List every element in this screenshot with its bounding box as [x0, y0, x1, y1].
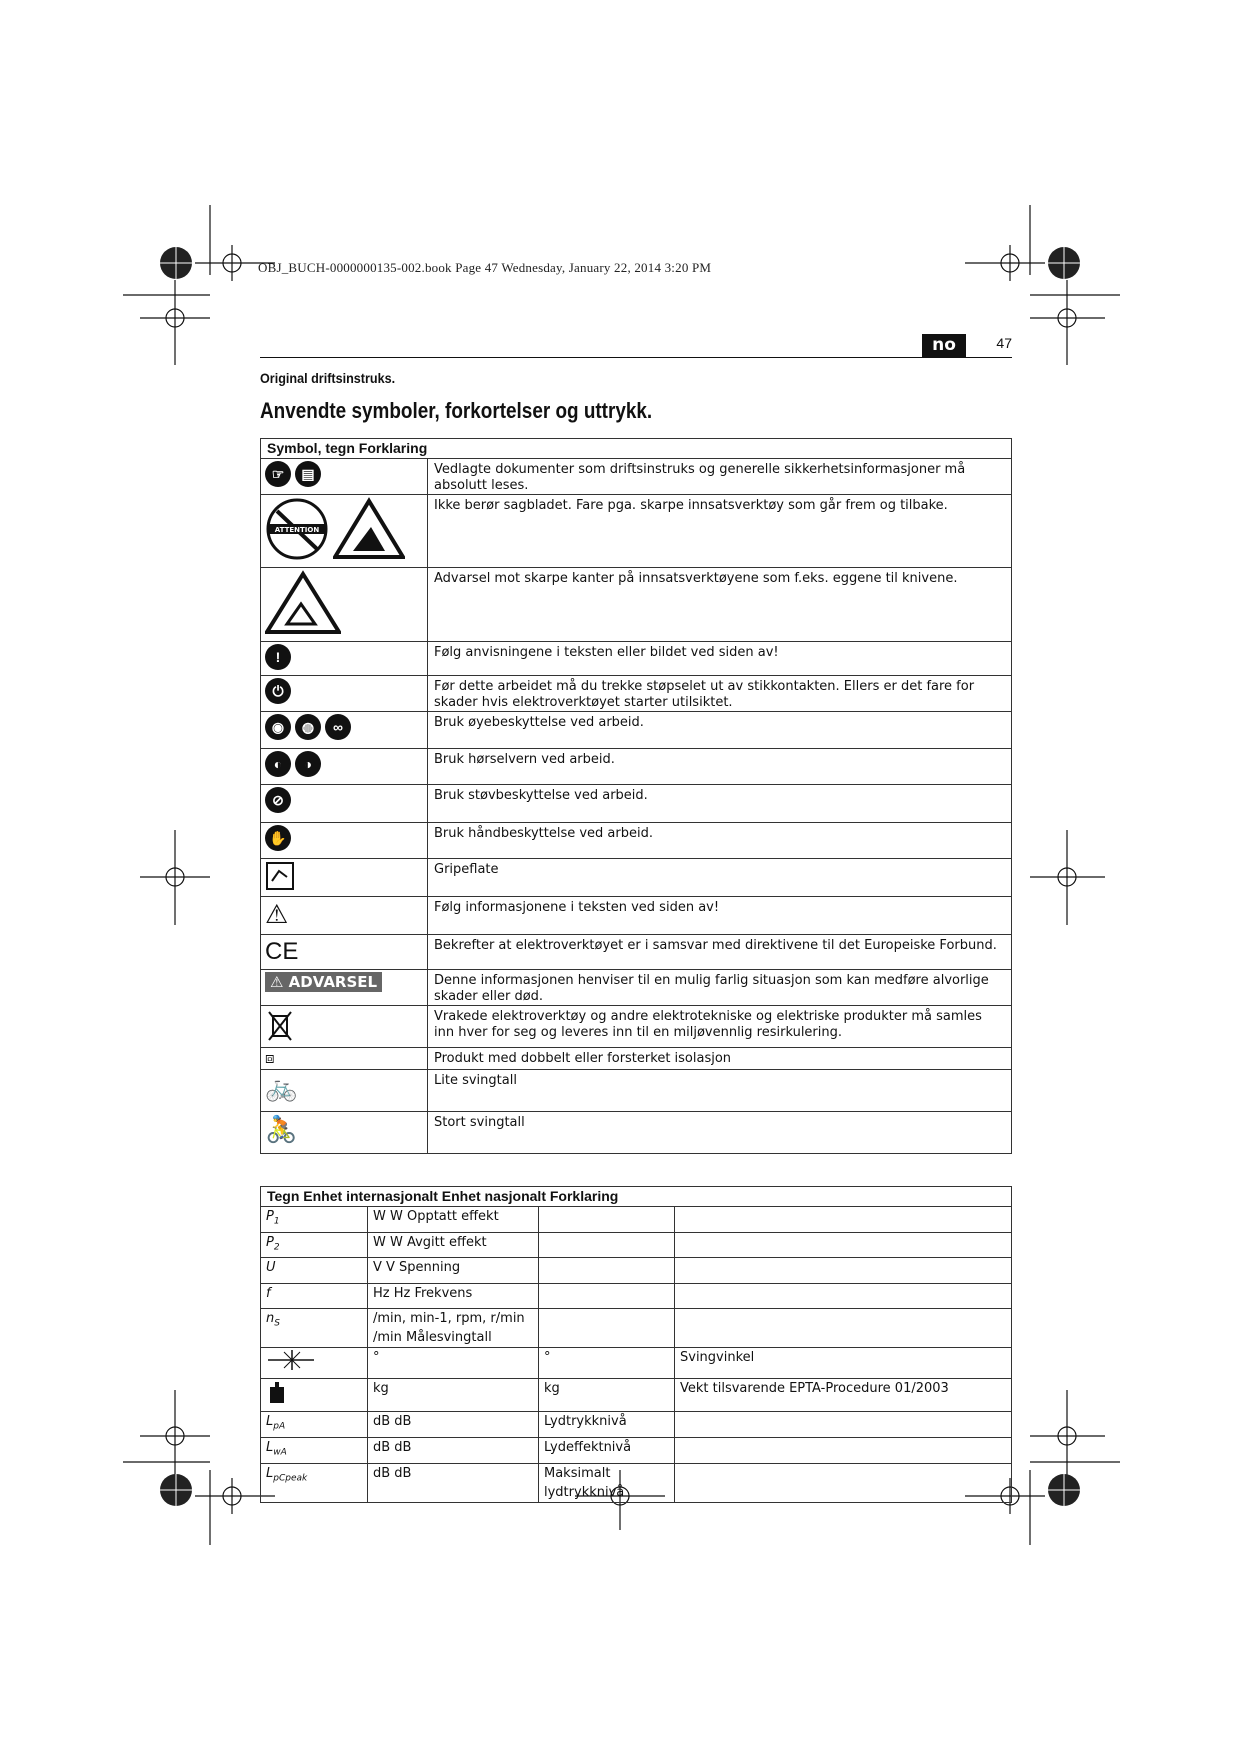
table-row: 🚲 Lite svingtall [261, 1070, 1012, 1112]
slow-bike-icon: 🚲 [265, 1072, 298, 1102]
table-row: CE Bekrefter at elektroverktøyet er i samsvar med direktivene til det Europeiske Forbund. [261, 935, 1012, 970]
page-title: Anvendte symboler, forkortelser og uttrykk. [260, 398, 653, 423]
warning-triangle-icon [333, 497, 405, 561]
table-row: ⏻ Før dette arbeidet må du trekke støpselet ut av stikkontakten. Ellers er det fare for skader hvis elektroverktøyet starter utilsiktet. [261, 676, 1012, 712]
dust-mask-icon: ⊘ [265, 787, 291, 813]
table-row: ° ° Svingvinkel [261, 1348, 1012, 1379]
exclamation-icon: ! [265, 644, 291, 670]
fast-bike-icon: 🚴 [265, 1114, 298, 1144]
attention-label: ATTENTION [274, 526, 320, 534]
ear-protection-icon: ◑ [295, 751, 321, 777]
table-row: Vrakede elektroverktøy og andre elektrotekniske og elektriske produkter må samles inn hver for seg og leveres inn til en miljøvennlig resirkulering. [261, 1006, 1012, 1048]
table-row: kg kg Vekt tilsvarende EPTA-Procedure 01/2003 [261, 1379, 1012, 1412]
face-shield-icon: ◍ [295, 714, 321, 740]
table-row: U V V Spenning [261, 1258, 1012, 1284]
table-row: $L_{pCpeak}$ dB dB Maksimalt lydtrykknivå [261, 1463, 1012, 1502]
table-row: ⚠ ADVARSEL Denne informasjonen henviser til en mulig farlig situasjon som kan medføre alvorlige skader eller død. [261, 970, 1012, 1006]
table-row: $P_2$ W W Avgitt effekt [261, 1232, 1012, 1258]
table-row: Advarsel mot skarpe kanter på innsatsverktøyene som f.eks. eggene til knivene. [261, 568, 1012, 642]
angle-icon [266, 1348, 316, 1372]
goggles-icon: ◉ [265, 714, 291, 740]
weight-icon [266, 1379, 288, 1405]
page-number: 47 [996, 335, 1012, 351]
ear-protection-icon: ◐ [265, 751, 291, 777]
read-manual-icon: ☞ [265, 461, 291, 487]
table-row: ATTENTION Ikke berør sagbladet. Fare pga. skarpe innsatsverktøy som går frem og tilbake. [261, 495, 1012, 568]
unplug-icon: ⏻ [265, 678, 291, 704]
table-row: $P_1$ W W Opptatt effekt [261, 1207, 1012, 1233]
table-row: $n_S$ /min, min-1, rpm, r/min /min Målesvingtall [261, 1309, 1012, 1348]
header-rule [260, 357, 1012, 358]
units-table [260, 1186, 1012, 1503]
table-row: ◉ ◍ ∞ Bruk øyebeskyttelse ved arbeid. [261, 712, 1012, 749]
advarsel-label: ⚠ ADVARSEL [265, 972, 382, 992]
symbols-table-header: Symbol, tegn Forklaring [261, 439, 1012, 459]
glove-icon: ✋ [265, 825, 291, 851]
table-row: f Hz Hz Frekvens [261, 1283, 1012, 1309]
grip-surface-icon [265, 861, 295, 891]
double-insulation-icon: ⧈ [265, 1050, 275, 1067]
section-subtitle: Original driftsinstruks. [260, 370, 396, 386]
table-row: ⧈ Produkt med dobbelt eller forsterket isolasjon [261, 1048, 1012, 1070]
file-meta-line: OBJ_BUCH-0000000135-002.book Page 47 Wednesday, January 22, 2014 3:20 PM [258, 260, 712, 275]
attention-icon [265, 497, 329, 561]
glasses-icon: ∞ [325, 714, 351, 740]
symbols-table [260, 438, 1012, 1154]
table-row: ☞ ▤ Vedlagte dokumenter som driftsinstruks og generelle sikkerhetsinformasjoner må absolutt leses. [261, 459, 1012, 495]
table-row: $L_{wA}$ dB dB Lydeffektnivå [261, 1437, 1012, 1463]
table-row: ◐ ◑ Bruk hørselvern ved arbeid. [261, 749, 1012, 785]
table-row: Gripeflate [261, 859, 1012, 897]
table-row: ⊘ Bruk støvbeskyttelse ved arbeid. [261, 785, 1012, 823]
ce-mark-icon: CE [265, 938, 299, 965]
units-table-header: Tegn Enhet internasjonalt Enhet nasjonalt Forklaring [261, 1187, 1012, 1207]
table-row: 🚴 Stort svingtall [261, 1112, 1012, 1154]
table-row: ✋ Bruk håndbeskyttelse ved arbeid. [261, 823, 1012, 859]
weee-bin-icon [265, 1008, 295, 1042]
book-icon: ▤ [295, 461, 321, 487]
language-badge: no [922, 334, 966, 357]
table-row: ⚠ Følg informasjonene i teksten ved siden av! [261, 897, 1012, 935]
table-row: ! Følg anvisningene i teksten eller bildet ved siden av! [261, 642, 1012, 676]
sharp-edge-warning-icon [265, 570, 341, 636]
advarsel-text: ADVARSEL [288, 973, 378, 991]
caution-triangle-icon: ⚠ [265, 899, 289, 929]
table-row: $L_{pA}$ dB dB Lydtrykknivå [261, 1412, 1012, 1438]
